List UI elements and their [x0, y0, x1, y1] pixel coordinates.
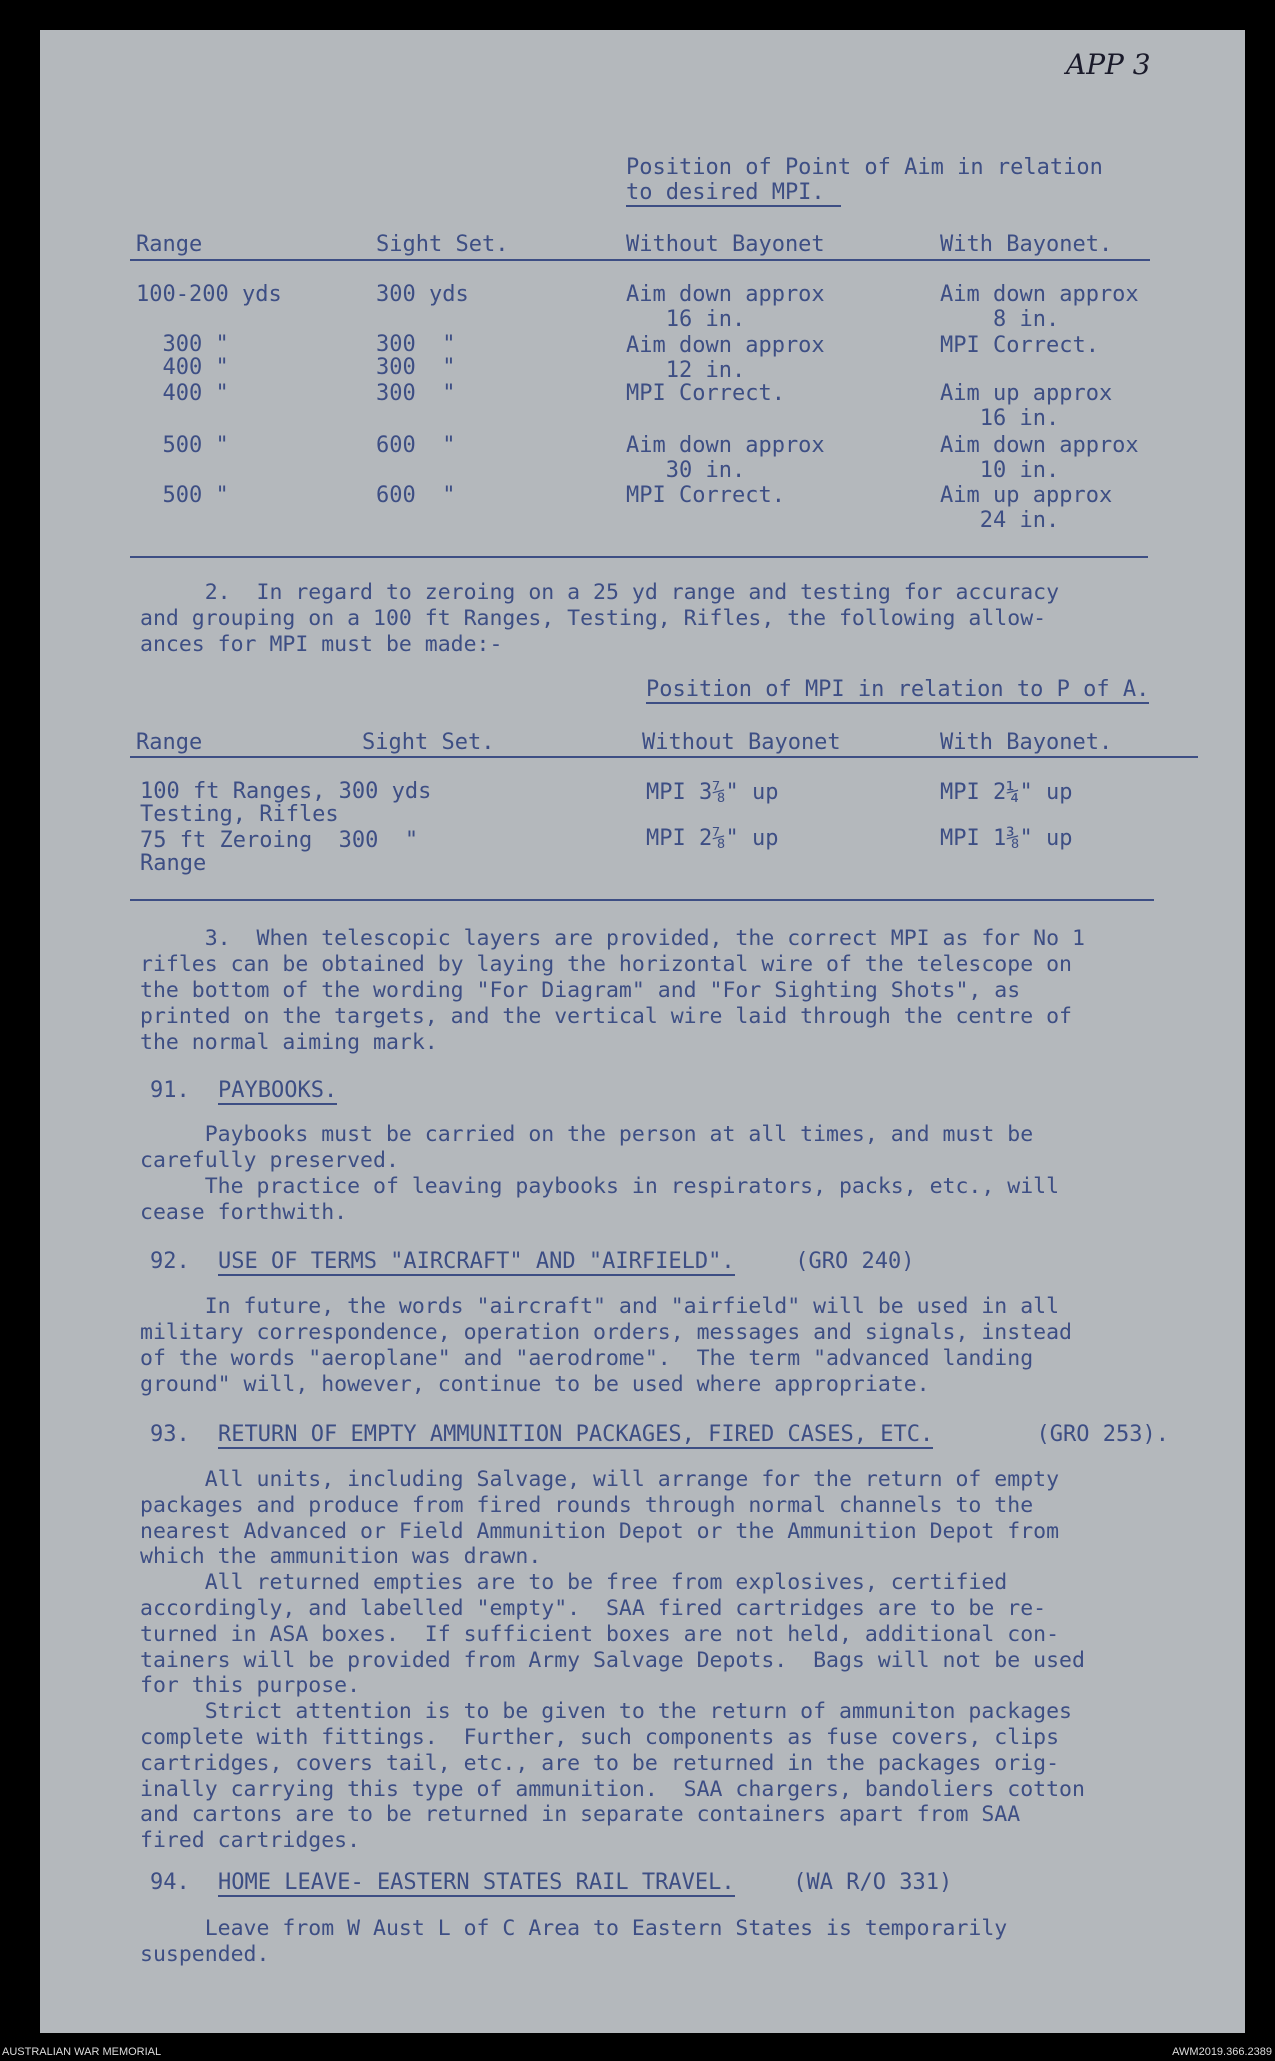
- section-94-reference: (WA R/O 331): [780, 1870, 953, 1895]
- table1-cell: 300 yds: [376, 282, 469, 307]
- table2-cell: MPI 2⅞" up: [646, 826, 779, 851]
- table2-cell: MPI 3⅞" up: [646, 780, 779, 805]
- table1-cell: Aim down approx 12 in.: [626, 333, 825, 383]
- section-92-number: 92.: [150, 1249, 190, 1274]
- table1-cell: 600 ": [376, 433, 456, 458]
- table1-header-rule: [130, 259, 1150, 261]
- table1-cell: MPI Correct.: [940, 333, 1099, 358]
- table1-cell: 300 " 300 ": [376, 332, 456, 380]
- table1-cell: Aim down approx 8 in.: [940, 282, 1139, 332]
- table2-cell: MPI 1⅜" up: [940, 826, 1073, 851]
- table2-header-sight: Sight Set.: [362, 730, 495, 755]
- table1-cell: 500 ": [136, 483, 229, 508]
- table1-cell: Aim down approx 16 in.: [626, 282, 825, 332]
- paragraph-2: 2. In regard to zeroing on a 25 yd range and testing for accuracy and grouping on a 100 ft Ranges, Testing, Rifles, the following allow- ances for MPI must be made:-: [140, 580, 1060, 657]
- section-93-number: 93.: [150, 1422, 190, 1447]
- table1-cell: Aim up approx 24 in.: [940, 483, 1113, 533]
- section-92-body: In future, the words "aircraft" and "airfield" will be used in all military correspondence, operation orders, messages and signals, instead of the words "aeroplane" and "aerodrome". The term "advanced landing ground" will, however, continue to be used where appropriate.: [140, 1294, 1072, 1397]
- section-94-number: 94.: [150, 1870, 190, 1895]
- table1-cell: MPI Correct.: [626, 381, 785, 406]
- section-94-title: HOME LEAVE- EASTERN STATES RAIL TRAVEL.: [218, 1870, 735, 1895]
- table1-header-range: Range: [136, 232, 203, 257]
- table2-group-header: Position of MPI in relation to P of A.: [646, 677, 1150, 702]
- section-92-title: USE OF TERMS "AIRCRAFT" AND "AIRFIELD".: [218, 1249, 735, 1274]
- table1-header-without: Without Bayonet: [626, 232, 825, 257]
- table2-bottom-rule: [130, 899, 1154, 901]
- table1-cell: MPI Correct.: [626, 483, 785, 508]
- table1-cell: 300 " 400 ": [162, 332, 229, 380]
- table1-cell: 600 ": [376, 483, 456, 508]
- section-91-body: Paybooks must be carried on the person at all times, and must be carefully preserved. The practice of leaving paybooks in respirators, packs, etc., will cease forthwith.: [140, 1122, 1060, 1225]
- table2-cell: MPI 2¼" up: [940, 780, 1073, 805]
- paragraph-3: 3. When telescopic layers are provided, the correct MPI as for No 1 rifles can be obtained by laying the horizontal wire of the telescope on the bottom of the wording "For Diagram" and "For Sighting Shots", as printed on the targets, and the vertical wire laid through the centre of the normal aiming mark.: [140, 926, 1085, 1055]
- table1-cell: Aim down approx 10 in.: [940, 433, 1139, 483]
- table1-header-sight: Sight Set.: [376, 232, 509, 257]
- table1-header-with: With Bayonet.: [940, 232, 1113, 257]
- table2-header-range: Range: [136, 730, 203, 755]
- table2-header-rule: [130, 756, 1198, 758]
- table1-group-header-line2: to desired MPI.: [626, 180, 841, 207]
- handwritten-annotation: APP 3: [1066, 48, 1151, 81]
- table1-group-header-line1: Position of Point of Aim in relation: [626, 155, 1103, 180]
- table2-header-with: With Bayonet.: [940, 730, 1113, 755]
- section-93-title: RETURN OF EMPTY AMMUNITION PACKAGES, FIRED CASES, ETC.: [218, 1422, 934, 1447]
- table1-cell: 100-200 yds: [136, 282, 282, 307]
- table2-header-without: Without Bayonet: [642, 730, 841, 755]
- table2-cell: 100 ft Ranges, 300 yds Testing, Rifles: [140, 779, 432, 827]
- footer-source: AUSTRALIAN WAR MEMORIAL: [2, 2046, 162, 2058]
- section-91-title: PAYBOOKS.: [218, 1078, 338, 1103]
- table1-cell: Aim down approx 30 in.: [626, 433, 825, 483]
- table1-cell: Aim up approx 16 in.: [940, 381, 1113, 431]
- table1-cell: 400 ": [136, 381, 229, 406]
- table2-cell: 75 ft Zeroing 300 " Range: [140, 828, 419, 876]
- table1-cell: 500 ": [136, 433, 229, 458]
- table1-cell: 300 ": [376, 381, 456, 406]
- section-92-reference: (GRO 240): [782, 1249, 915, 1274]
- section-94-body: Leave from W Aust L of C Area to Eastern States is temporarily suspended.: [140, 1916, 1008, 1967]
- section-93-reference: (GRO 253).: [1010, 1422, 1169, 1447]
- section-93-body: All units, including Salvage, will arrange for the return of empty packages and produce from fired rounds through normal channels to the nearest Advanced or Field Ammunition Depot or the Ammunition Depot from which the ammunition was drawn. All returned empties are to be free from explosives, certified accordingly, and labelled "empty". SAA fired cartridges are to be re- turned in ASA boxes. If sufficient boxes are not held, additional con- tainers will be provided from Army Salvage Depots. Bags will not be used for this purpose. Strict attention is to be given to the return of ammuniton packages complete with fittings. Further, such components as fuse covers, clips cartridges, covers tail, etc., are to be returned in the packages orig- inally carrying this type of ammunition. SAA chargers, bandoliers cotton and cartons are to be returned in separate containers apart from SAA fired cartridges.: [140, 1467, 1085, 1854]
- section-91-number: 91.: [150, 1078, 190, 1103]
- footer-accession-id: AWM2019.366.2389: [1172, 2046, 1272, 2058]
- table1-bottom-rule: [130, 556, 1148, 558]
